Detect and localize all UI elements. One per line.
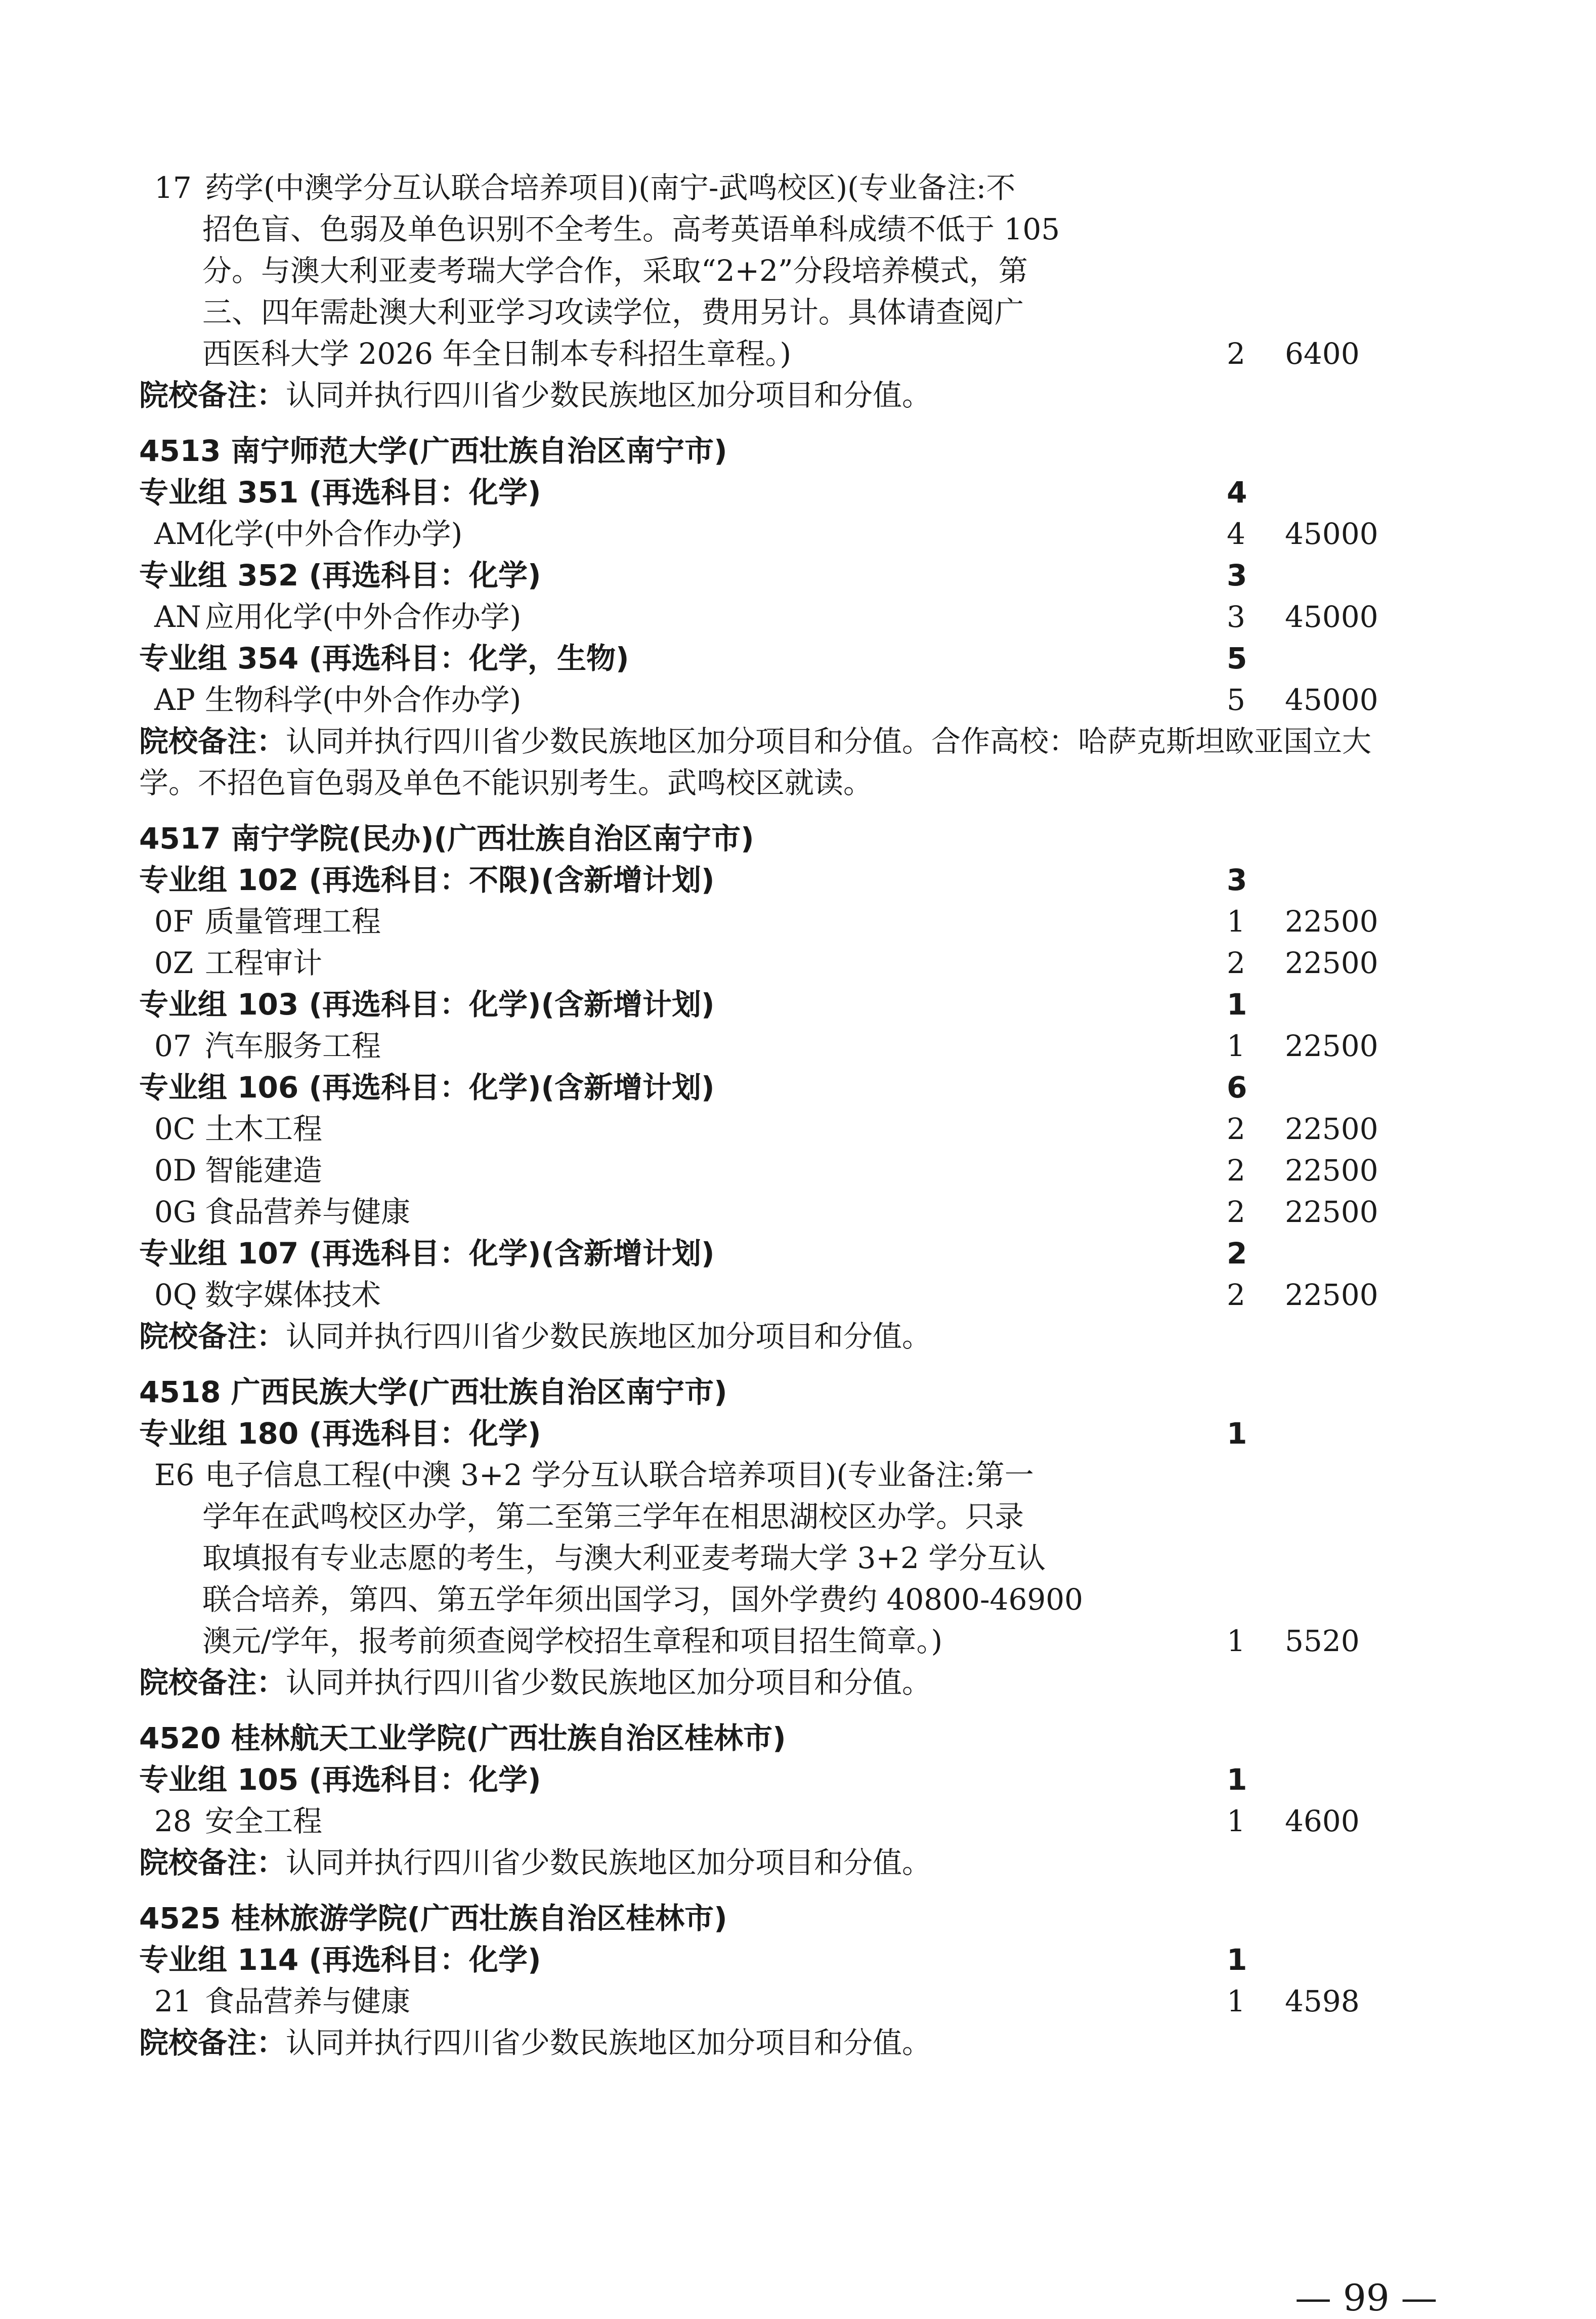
major-name: 取填报有专业志愿的考生，与澳大利亚麦考瑞大学 3+2 学分互认: [202, 1541, 1046, 1575]
group-count: 4: [1227, 475, 1247, 510]
school-header: 4517 南宁学院(民办)(广西壮族自治区南宁市): [139, 821, 754, 856]
major-name: 联合培养，第四、第五学年须出国学习，国外学费约 40800-46900: [202, 1582, 1084, 1617]
major-text-line: [202, 1496, 1024, 1537]
group-count: 3: [1227, 863, 1247, 897]
major-name: 三、四年需赴澳大利亚学习攻读学位，费用另计。具体请查阅广: [202, 295, 1024, 329]
major-text-line: [202, 1579, 1083, 1620]
school-note: [139, 1842, 931, 1883]
note-text: 认同并执行四川省少数民族地区加分项目和分值。: [286, 2026, 932, 2060]
tuition-fee: 4600: [1285, 1804, 1360, 1838]
school-note: [139, 374, 931, 416]
group-label-text: 专业组 103 (再选科目：化学)(含新增计划): [139, 987, 715, 1022]
tuition-fee: 22500: [1285, 1029, 1378, 1063]
major-name: 澳元/学年，报考前须查阅学校招生章程和项目招生简章。): [202, 1624, 943, 1658]
note-text: 学。不招色盲色弱及单色不能识别考生。武鸣校区就读。: [139, 766, 873, 800]
major-name: 化学(中外合作办学): [205, 517, 463, 551]
group-count: 1: [1227, 1762, 1247, 1797]
group-label-text: 专业组 106 (再选科目：化学)(含新增计划): [139, 1070, 715, 1105]
major-row: [154, 1191, 410, 1233]
major-text-line: [202, 250, 1028, 291]
tuition-fee: 22500: [1285, 1112, 1378, 1146]
major-text-line: [154, 167, 1015, 208]
major-code: 0Q: [154, 1278, 197, 1312]
plan-count: 2: [1227, 1112, 1245, 1146]
group-count: 2: [1227, 1236, 1247, 1271]
group-label: [139, 472, 541, 513]
school-note: [139, 1316, 931, 1357]
group-label-text: 专业组 180 (再选科目：化学): [139, 1416, 541, 1451]
major-row: [154, 1025, 381, 1067]
plan-count: 2: [1227, 1278, 1245, 1312]
major-name: 安全工程: [205, 1804, 323, 1838]
major-name: 分。与澳大利亚麦考瑞大学合作，采取“2+2”分段培养模式，第: [202, 254, 1028, 288]
major-name: 生物科学(中外合作办学): [205, 683, 522, 717]
major-row: [154, 901, 381, 942]
major-name: 质量管理工程: [205, 904, 381, 939]
group-label-text: 专业组 354 (再选科目：化学，生物): [139, 641, 629, 676]
group-count: 5: [1227, 641, 1247, 676]
major-text-line: [202, 1620, 942, 1662]
group-count: 1: [1227, 1416, 1247, 1451]
tuition-fee: 4598: [1285, 1984, 1360, 2018]
major-name: 应用化学(中外合作办学): [205, 600, 522, 634]
tuition-fee: 22500: [1285, 1278, 1378, 1312]
note-label: 院校备注：: [139, 1845, 286, 1880]
major-row: [154, 1274, 381, 1316]
major-code: 17: [154, 171, 192, 205]
major-text-line: [202, 333, 791, 374]
group-label-text: 专业组 107 (再选科目：化学)(含新增计划): [139, 1236, 715, 1271]
tuition-fee: 5520: [1285, 1624, 1360, 1658]
plan-count: 1: [1227, 1624, 1245, 1658]
group-label-text: 专业组 352 (再选科目：化学): [139, 558, 541, 593]
plan-count: 3: [1227, 600, 1245, 634]
major-name: 智能建造: [205, 1153, 323, 1188]
note-label: 院校备注：: [139, 2026, 286, 2060]
plan-count: 1: [1227, 1804, 1245, 1838]
group-label: [139, 1413, 541, 1454]
major-row: [154, 596, 521, 638]
tuition-fee: 45000: [1285, 517, 1378, 551]
school-note: [139, 2022, 931, 2063]
tuition-fee: 22500: [1285, 1153, 1378, 1188]
major-row: [154, 1980, 410, 2022]
plan-count: 2: [1227, 1153, 1245, 1188]
plan-count: 2: [1227, 1195, 1245, 1229]
group-label: [139, 1939, 541, 1980]
tuition-fee: 6400: [1285, 336, 1360, 371]
plan-count: 2: [1227, 336, 1245, 371]
major-name: 西医科大学 2026 年全日制本专科招生章程。): [202, 336, 792, 371]
major-code: AP: [154, 683, 195, 717]
note-label: 院校备注：: [139, 724, 286, 758]
major-row: [154, 1800, 322, 1842]
major-row: [154, 942, 322, 984]
major-row: [154, 1108, 322, 1150]
plan-count: 1: [1227, 1984, 1245, 2018]
major-text-line: [202, 208, 1060, 250]
school-note: [139, 762, 873, 804]
plan-count: 4: [1227, 517, 1245, 551]
plan-count: 2: [1227, 946, 1245, 980]
group-label-text: 专业组 114 (再选科目：化学): [139, 1943, 541, 1977]
major-name: 数字媒体技术: [205, 1278, 381, 1312]
note-text: 认同并执行四川省少数民族地区加分项目和分值。合作高校：哈萨克斯坦欧亚国立大: [286, 724, 1372, 758]
school-note: [139, 1662, 931, 1703]
plan-count: 1: [1227, 904, 1245, 939]
tuition-fee: 45000: [1285, 683, 1378, 717]
note-text: 认同并执行四川省少数民族地区加分项目和分值。: [286, 1319, 932, 1354]
major-code: 0F: [154, 904, 194, 939]
group-label-text: 专业组 102 (再选科目：不限)(含新增计划): [139, 863, 715, 897]
note-label: 院校备注：: [139, 1665, 286, 1700]
group-label: [139, 1759, 541, 1800]
note-text: 认同并执行四川省少数民族地区加分项目和分值。: [286, 1845, 932, 1880]
major-code: 0Z: [154, 946, 194, 980]
school-header: 4525 桂林旅游学院(广西壮族自治区桂林市): [139, 1901, 727, 1935]
major-text-line: [154, 1454, 1034, 1496]
tuition-fee: 22500: [1285, 946, 1378, 980]
tuition-fee: 45000: [1285, 600, 1378, 634]
major-name: 学年在武鸣校区办学，第二至第三学年在相思湖校区办学。只录: [202, 1499, 1024, 1534]
major-code: 0G: [154, 1195, 197, 1229]
major-code: 21: [154, 1984, 192, 2018]
group-label: [139, 1067, 715, 1108]
major-code: 0C: [154, 1112, 196, 1146]
school-note: [139, 721, 1371, 762]
major-name: 食品营养与健康: [205, 1984, 411, 2018]
major-name: 药学(中澳学分互认联合培养项目)(南宁-武鸣校区)(专业备注:不: [205, 171, 1016, 205]
group-count: 1: [1227, 987, 1247, 1022]
major-name: 招色盲、色弱及单色识别不全考生。高考英语单科成绩不低于 105: [202, 212, 1060, 246]
school-header: 4513 南宁师范大学(广西壮族自治区南宁市): [139, 434, 727, 468]
group-count: 3: [1227, 558, 1247, 593]
note-text: 认同并执行四川省少数民族地区加分项目和分值。: [286, 1665, 932, 1700]
note-text: 认同并执行四川省少数民族地区加分项目和分值。: [286, 378, 932, 412]
major-code: E6: [154, 1458, 195, 1492]
group-label: [139, 555, 541, 596]
major-code: 07: [154, 1029, 192, 1063]
group-label: [139, 984, 715, 1025]
plan-count: 1: [1227, 1029, 1245, 1063]
major-name: 电子信息工程(中澳 3+2 学分互认联合培养项目)(专业备注:第一: [205, 1458, 1034, 1492]
major-text-line: [202, 1537, 1046, 1579]
group-label-text: 专业组 351 (再选科目：化学): [139, 475, 541, 510]
major-name: 工程审计: [205, 946, 323, 980]
major-row: [154, 513, 462, 555]
major-code: 0D: [154, 1153, 197, 1188]
school-header: 4520 桂林航天工业学院(广西壮族自治区桂林市): [139, 1721, 786, 1755]
group-label: [139, 1233, 715, 1274]
tuition-fee: 22500: [1285, 904, 1378, 939]
major-row: [154, 679, 521, 721]
note-label: 院校备注：: [139, 1319, 286, 1354]
school-header: 4518 广西民族大学(广西壮族自治区南宁市): [139, 1375, 727, 1409]
plan-count: 5: [1227, 683, 1245, 717]
major-code: AN: [154, 600, 201, 634]
group-label-text: 专业组 105 (再选科目：化学): [139, 1762, 541, 1797]
major-text-line: [202, 291, 1024, 333]
major-code: 28: [154, 1804, 192, 1838]
major-code: AM: [154, 517, 206, 551]
group-count: 1: [1227, 1943, 1247, 1977]
major-name: 土木工程: [205, 1112, 323, 1146]
page-number: — 99 —: [1295, 2276, 1438, 2319]
group-label: [139, 859, 715, 901]
major-name: 食品营养与健康: [205, 1195, 411, 1229]
tuition-fee: 22500: [1285, 1195, 1378, 1229]
group-label: [139, 638, 629, 679]
group-count: 6: [1227, 1070, 1247, 1105]
note-label: 院校备注：: [139, 378, 286, 412]
major-row: [154, 1150, 322, 1191]
major-name: 汽车服务工程: [205, 1029, 381, 1063]
